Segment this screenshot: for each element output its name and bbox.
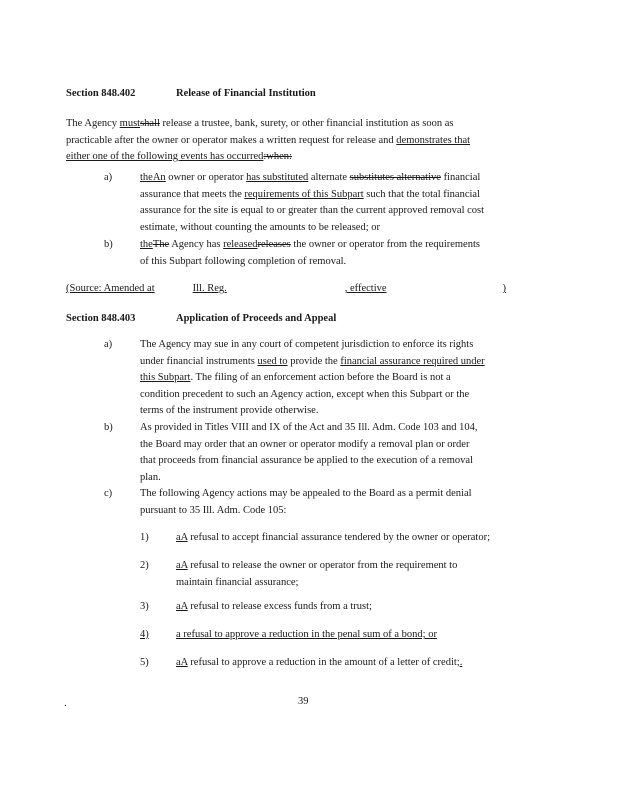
- sub-item-1-num: 1): [140, 532, 149, 543]
- text: The following Agency actions may be appealed to the Board as a permit denial: [140, 488, 472, 499]
- item-402-b-text: [140, 237, 480, 270]
- section-402-intro: [66, 116, 470, 166]
- sub-item-2-num: 2): [140, 560, 149, 571]
- text: plan.: [140, 471, 161, 483]
- text: maintain financial assurance;: [176, 576, 299, 588]
- inserted-text: aA: [176, 657, 188, 668]
- deleted-text: The: [152, 239, 170, 250]
- inserted-text: has substituted: [246, 172, 309, 183]
- deleted-text: substitutes alternative: [349, 172, 441, 183]
- text: financial: [440, 172, 481, 183]
- deleted-text: releases: [257, 239, 291, 250]
- intro-text: release a trustee, bank, surety, or other financial institution as soon as: [159, 118, 454, 129]
- page-number: 39: [298, 696, 309, 707]
- item-403-c-label: c): [104, 488, 113, 499]
- intro-inserted: demonstrates that: [396, 134, 471, 146]
- sub-item-5-text: [176, 655, 462, 672]
- item-403-a-text: [140, 337, 485, 420]
- text: estimate, without counting the amounts to be released; or: [140, 221, 380, 233]
- text: refusal to release excess funds from a trust;: [187, 601, 372, 612]
- text: assurance for the site is equal to or greater than the current approved removal cost: [140, 205, 485, 216]
- section-403-number: Section 848.403: [66, 313, 136, 324]
- sub-item-4-num: 4): [140, 629, 149, 640]
- item-402-a-text: [140, 170, 484, 236]
- intro-text: practicable after the owner or operator makes a written request for release and: [66, 134, 397, 146]
- text: provide the: [287, 355, 341, 367]
- inserted-text: this Subpart: [140, 372, 191, 383]
- sub-item-5-num: 5): [140, 657, 149, 668]
- inserted-text: the: [140, 239, 153, 250]
- section-403-title: Application of Proceeds and Appeal: [176, 313, 337, 324]
- item-403-c-text: [140, 486, 472, 519]
- text: such that the total financial: [363, 188, 480, 200]
- text: refusal to approve a reduction in the amount of a letter of credit;: [187, 657, 460, 668]
- text: condition precedent to such an Agency action, except when this Subpart or the: [140, 388, 470, 400]
- intro-deleted: shall: [140, 118, 160, 129]
- section-402-title: Release of Financial Institution: [176, 88, 316, 99]
- text: The Agency may sue in any court of competent jurisdiction to enforce its rights: [140, 339, 474, 350]
- section-402-number: Section 848.402: [66, 88, 136, 99]
- inserted-text: theAn: [140, 172, 166, 183]
- text: As provided in Titles VIII and IX of the Act and 35 Ill. Adm. Code 103 and 104,: [140, 422, 478, 433]
- text: owner or operator: [165, 172, 247, 183]
- intro-inserted: either one of the following events has occurred: [66, 151, 264, 162]
- inserted-text: requirements of this Subpart: [244, 188, 364, 200]
- source-amended: (Source: Amended at: [66, 283, 155, 294]
- text: the owner or operator from the requirements: [290, 239, 480, 250]
- sub-item-1-text: [176, 530, 490, 547]
- source-ill-reg: Ill. Reg.: [192, 283, 227, 294]
- text: alternate: [308, 172, 350, 183]
- footer-dot: .: [64, 698, 67, 709]
- source-effective: , effective: [344, 283, 387, 294]
- text: under financial instruments: [140, 355, 258, 367]
- item-402-b-label: b): [104, 239, 113, 250]
- inserted-text: financial assurance required under: [340, 355, 485, 367]
- item-403-b-text: [140, 420, 478, 486]
- text: Agency has: [169, 239, 224, 250]
- text: refusal to release the owner or operator from the requirement to: [187, 560, 458, 571]
- intro-inserted: must: [119, 118, 141, 129]
- inserted-text: .: [459, 657, 463, 668]
- item-403-b-label: b): [104, 422, 113, 433]
- inserted-text: released: [223, 239, 258, 250]
- intro-text: The Agency: [66, 118, 120, 129]
- text: terms of the instrument provide otherwise.: [140, 405, 319, 416]
- intro-deleted: :when:: [263, 151, 292, 162]
- text: pursuant to 35 Ill. Adm. Code 105:: [140, 504, 287, 516]
- text: refusal to accept financial assurance tendered by the owner or operator;: [187, 532, 490, 543]
- text: that proceeds from financial assurance be applied to the execution of a removal: [140, 455, 473, 466]
- source-close: ): [502, 283, 507, 294]
- sub-item-3-text: [176, 599, 372, 616]
- inserted-text: aA: [176, 560, 188, 571]
- inserted-text: aA: [176, 601, 188, 612]
- sub-item-4-text: a refusal to approve a reduction in the penal sum of a bond; or: [176, 629, 437, 640]
- inserted-text: aA: [176, 532, 188, 543]
- sub-item-2-text: [176, 558, 457, 591]
- inserted-text: used to: [257, 355, 288, 367]
- item-403-a-label: a): [104, 339, 113, 350]
- text: assurance that meets the: [140, 188, 245, 200]
- sub-item-3-num: 3): [140, 601, 149, 612]
- text: the Board may order that an owner or operator modify a removal plan or order: [140, 438, 470, 450]
- text: . The filing of an enforcement action before the Board is not a: [190, 372, 451, 383]
- text: of this Subpart following completion of removal.: [140, 255, 347, 267]
- source-note: [66, 281, 506, 298]
- item-402-a-label: a): [104, 172, 113, 183]
